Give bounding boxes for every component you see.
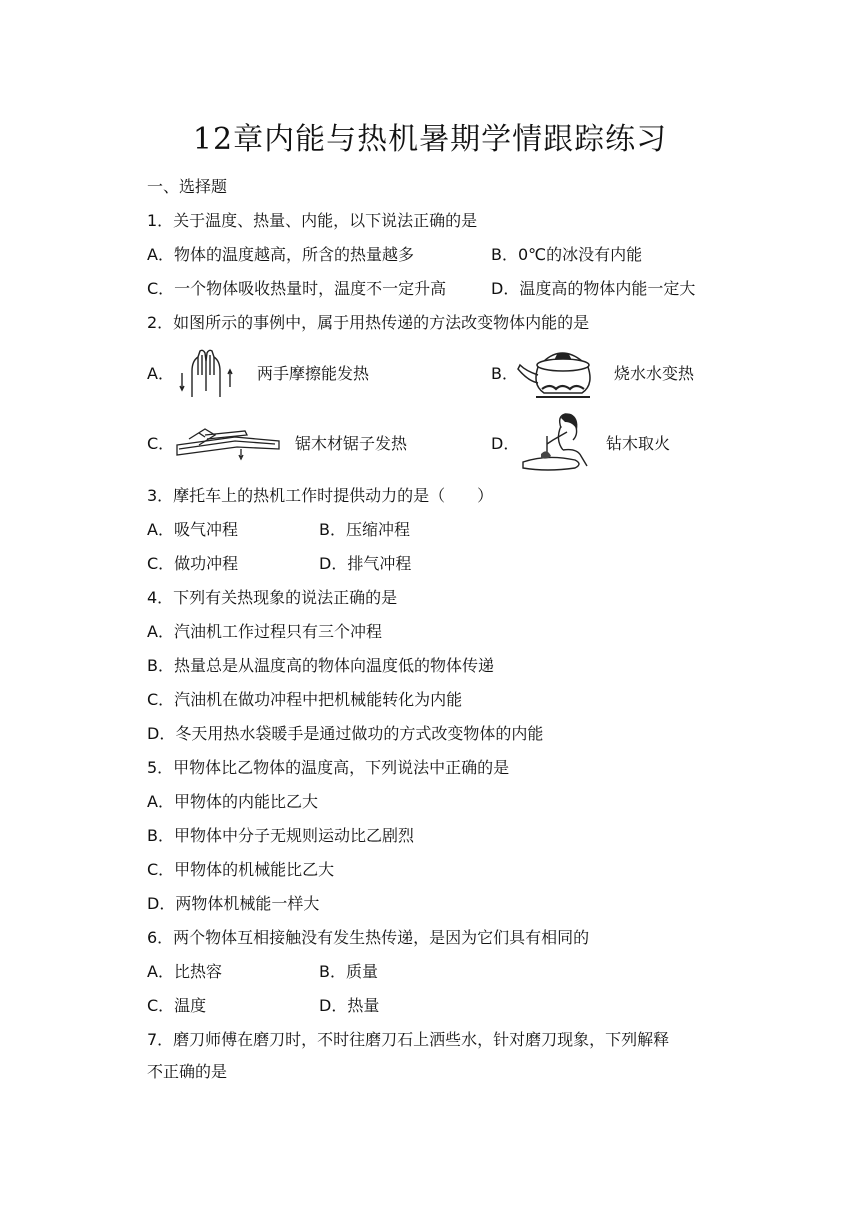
q5-stem: 5．甲物体比乙物体的温度高，下列说法中正确的是 bbox=[147, 758, 510, 777]
q2-stem: 2．如图所示的事例中，属于用热传递的方法改变物体内能的是 bbox=[147, 313, 590, 332]
section-heading: 一、选择题 bbox=[147, 177, 228, 196]
q4-option-b: B．热量总是从温度高的物体向温度低的物体传递 bbox=[147, 656, 494, 675]
drill-fire-icon bbox=[517, 410, 607, 474]
q3-option-d: D．排气冲程 bbox=[319, 554, 412, 573]
q2-option-d-letter: D． bbox=[491, 434, 520, 453]
q3-option-a: A．吸气冲程 bbox=[147, 520, 238, 539]
q2-option-c-caption: 锯木材锯子发热 bbox=[295, 434, 408, 453]
q7-stem-line2: 不正确的是 bbox=[147, 1062, 228, 1081]
q6-option-a: A．比热容 bbox=[147, 962, 222, 981]
q1-option-d: D．温度高的物体内能一定大 bbox=[491, 279, 696, 298]
q2-option-a-caption: 两手摩擦能发热 bbox=[257, 364, 370, 383]
q6-option-c: C．温度 bbox=[147, 996, 207, 1015]
q4-stem: 4．下列有关热现象的说法正确的是 bbox=[147, 588, 398, 607]
q2-option-d-caption: 钻木取火 bbox=[606, 434, 671, 453]
saw-icon bbox=[175, 425, 281, 461]
q3-option-c: C．做功冲程 bbox=[147, 554, 239, 573]
q4-option-d: D．冬天用热水袋暖手是通过做功的方式改变物体的内能 bbox=[147, 724, 544, 743]
page-title: 12章内能与热机暑期学情跟踪练习 bbox=[192, 122, 668, 157]
q6-option-b: B．质量 bbox=[319, 962, 378, 981]
q5-option-b: B．甲物体中分子无规则运动比乙剧烈 bbox=[147, 826, 414, 845]
q5-option-c: C．甲物体的机械能比乙大 bbox=[147, 860, 335, 879]
q4-option-a: A．汽油机工作过程只有三个冲程 bbox=[147, 622, 382, 641]
q3-option-b: B．压缩冲程 bbox=[319, 520, 410, 539]
q2-option-b-letter: B． bbox=[491, 364, 518, 383]
q5-option-d: D．两物体机械能一样大 bbox=[147, 894, 320, 913]
q3-stem: 3．摩托车上的热机工作时提供动力的是（ ） bbox=[147, 486, 494, 505]
q1-option-b: B．0℃的冰没有内能 bbox=[491, 245, 643, 264]
q1-option-c: C．一个物体吸收热量时，温度不一定升高 bbox=[147, 279, 447, 298]
q1-stem: 1．关于温度、热量、内能，以下说法正确的是 bbox=[147, 211, 478, 230]
q4-option-c: C．汽油机在做功冲程中把机械能转化为内能 bbox=[147, 690, 463, 709]
q6-option-d: D．热量 bbox=[319, 996, 380, 1015]
q2-option-b-caption: 烧水水变热 bbox=[614, 364, 695, 383]
q2-option-a-letter: A． bbox=[147, 364, 174, 383]
q5-option-a: A．甲物体的内能比乙大 bbox=[147, 792, 318, 811]
q6-stem: 6．两个物体互相接触没有发生热传递，是因为它们具有相同的 bbox=[147, 928, 590, 947]
rubbing-hands-icon bbox=[178, 347, 234, 401]
q7-stem-line1: 7．磨刀师傅在磨刀时，不时往磨刀石上洒些水，针对磨刀现象，下列解释 bbox=[147, 1030, 670, 1049]
q1-option-a: A．物体的温度越高，所含的热量越多 bbox=[147, 245, 414, 264]
kettle-icon bbox=[516, 343, 608, 403]
q2-option-c-letter: C． bbox=[147, 434, 175, 453]
